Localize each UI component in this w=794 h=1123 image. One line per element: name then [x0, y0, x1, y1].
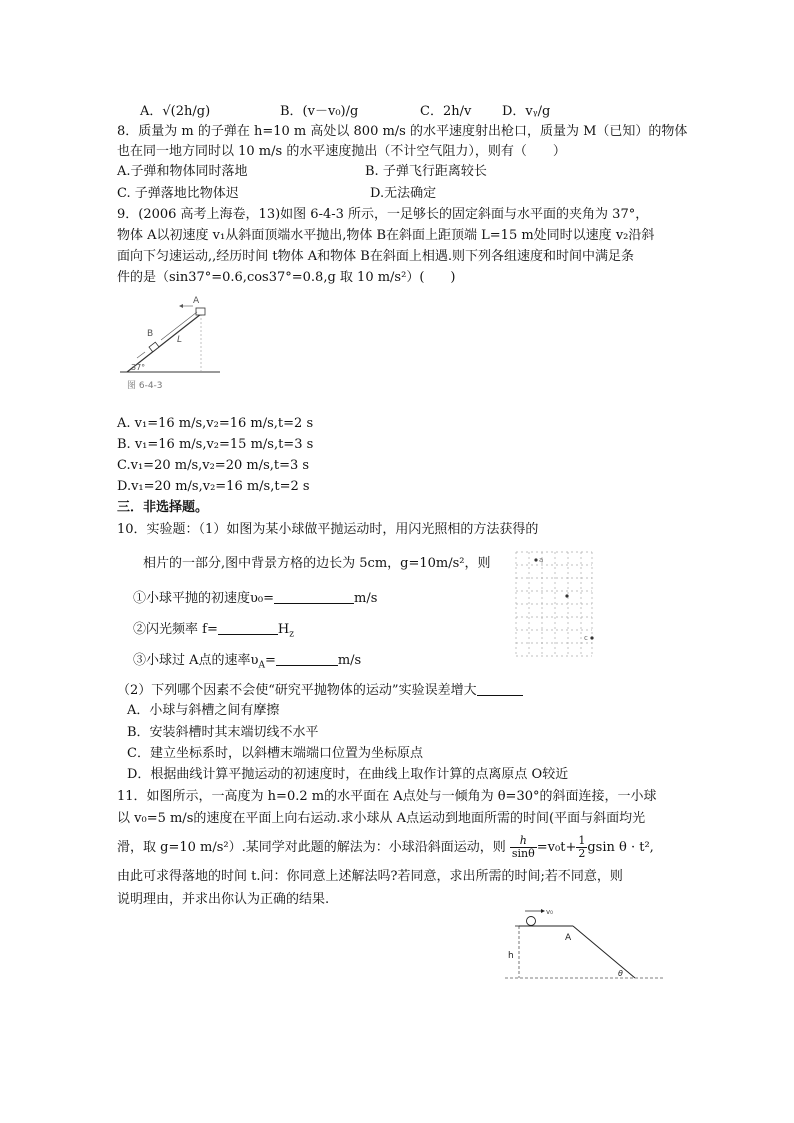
- q10-option-c: C．建立坐标系时，以斜槽末端端口位置为坐标原点: [127, 746, 423, 761]
- q9-option-c: C.v₁=20 m/s,v₂=20 m/s,t=3 s: [117, 458, 310, 473]
- q11-line3-post: gsin θ · t²,: [587, 840, 654, 855]
- fig-caption: 图 6-4-3: [127, 381, 163, 391]
- slope-figure: [505, 906, 665, 986]
- fraction-h-over-sin: [510, 835, 537, 860]
- q10-sub3-unit: m/s: [337, 653, 362, 668]
- q8-line1: 8．质量为 m 的子弹在 h=10 m 高处以 800 m/s 的水平速度射出枪口，质量为 M（已知）的物体: [117, 124, 688, 139]
- q9-option-b: B. v₁=16 m/s,v₂=15 m/s,t=3 s: [117, 437, 314, 452]
- q9-line2: 物体 A以初速度 v₁从斜面顶端水平抛出,物体 B在斜面上距顶端 L=15 m处同时以速度 v₂沿斜: [117, 228, 655, 243]
- q10-option-b: B．安装斜槽时其末端切线不水平: [127, 725, 319, 740]
- fig-label-b: B: [147, 329, 154, 339]
- q10-option-a: A．小球与斜槽之间有摩擦: [127, 703, 280, 718]
- fig-point-a-label: A: [565, 933, 572, 943]
- q11-line3-pre: 滑，取 g=10 m/s²）.某同学对此题的解法为：小球沿斜面运动，则: [117, 840, 506, 855]
- q7-option-d: D．vᵧ/g: [502, 104, 551, 119]
- q10-sub2-label: ②闪光频率 f=: [133, 622, 218, 637]
- q11-line3: [117, 834, 654, 862]
- frac1-denominator: sinθ: [511, 847, 535, 860]
- ball-point-c: [590, 636, 593, 639]
- q10-part2-answer-blank[interactable]: [477, 683, 523, 696]
- q8-option-a: A.子弹和物体同时落地: [117, 164, 248, 179]
- q10-line1: 10．实验题：（1）如图为某小球做平抛运动时，用闪光照相的方法获得的: [117, 522, 539, 537]
- block-b: [149, 342, 159, 352]
- q11-line4: 由此可求得落地的时间 t.问：你同意上述解法吗?若同意，求出所需的时间;若不同意，则: [117, 869, 623, 884]
- grid-label-c: c: [584, 634, 588, 642]
- q10-sub1-label: ①小球平抛的初速度υ₀=: [133, 591, 275, 606]
- q11-line2: 以 v₀=5 m/s的速度在平面上向右运动.求小球从 A点运动到地面所需的时间(平面与斜面均光: [117, 811, 646, 826]
- fig-label-l: L: [177, 335, 183, 345]
- q11-line5: 说明理由，并求出你认为正确的结果.: [117, 892, 330, 907]
- q9-line4: 件的是（sin37°=0.6,cos37°=0.8,g 取 10 m/s²）( ): [117, 270, 456, 285]
- q10-sub1-unit: m/s: [354, 591, 378, 606]
- q8-option-d: D.无法确定: [370, 186, 437, 201]
- slope-line: [573, 926, 635, 978]
- fig-label-a: A: [193, 296, 200, 306]
- fig-theta-label: θ: [618, 969, 623, 978]
- q8-option-c: C. 子弹落地比物体迟: [117, 186, 239, 201]
- q8-option-b: B. 子弹飞行距离较长: [365, 164, 487, 179]
- velocity-arrowhead: [541, 909, 545, 913]
- q10-part2-text: （2）下列哪个因素不会使“研究平抛物体的运动”实验误差增大: [117, 683, 477, 698]
- q10-sub1: [133, 591, 377, 607]
- q10-sub3: [133, 653, 361, 674]
- q11-line1: 11．如图所示，一高度为 h=0.2 m的水平面在 A点处与一倾角为 θ=30°的斜面连接，一小球: [117, 789, 657, 804]
- incline-figure-6-4-3: [115, 292, 225, 392]
- frac2-denominator: 2: [578, 847, 586, 860]
- q9-option-a: A. v₁=16 m/s,v₂=16 m/s,t=2 s: [117, 416, 314, 431]
- q10-sub1-answer-blank[interactable]: [274, 591, 354, 604]
- grid-label-a: a: [539, 556, 544, 564]
- q10-part2: [117, 683, 523, 699]
- velocity-arrow-b: [137, 352, 145, 358]
- q10-option-d: D．根据曲线计算平抛运动的初速度时，在曲线上取作计算的点离原点 O较近: [127, 767, 569, 782]
- frac2-numerator: 1: [578, 834, 586, 847]
- q10-sub2-answer-blank[interactable]: [218, 622, 278, 635]
- q11-line3-mid: =v₀t+: [536, 840, 577, 855]
- q7-option-a: A．√(2h/g): [140, 104, 211, 119]
- q9-line3: 面向下匀速运动,,经历时间 t物体 A和物体 B在斜面上相遇.则下列各组速度和时间中满足条: [117, 249, 634, 264]
- frac1-numerator: h: [510, 835, 537, 848]
- q9-line1: 9．(2006 高考上海卷，13)如图 6-4-3 所示，一足够长的固定斜面与水平面的夹角为 37°，: [117, 207, 649, 222]
- q8-line2: 也在同一地方同时以 10 m/s 的水平速度抛出（不计空气阻力），则有（ ）: [117, 144, 566, 159]
- arrowhead-a: [179, 304, 183, 308]
- q10-sub3-label: ③小球过 A点的速率υ: [133, 653, 259, 668]
- flash-photo-grid: [512, 548, 596, 660]
- ball-point-b: [565, 594, 568, 597]
- fraction-one-half: [576, 835, 587, 860]
- ball-point-a: [534, 558, 537, 561]
- fig-angle-label: 37°: [131, 363, 146, 372]
- fig-h-label: h: [508, 951, 514, 961]
- q10-sub2: [133, 622, 294, 643]
- q9-option-d: D.v₁=20 m/s,v₂=16 m/s,t=2 s: [117, 479, 310, 494]
- q10-sub2-unit-sub: z: [289, 629, 294, 640]
- q10-line2: 相片的一部分,图中背景方格的边长为 5cm，g=10m/s²，则: [143, 556, 491, 571]
- q7-option-c: C．2h/v: [420, 104, 472, 119]
- ball: [527, 917, 536, 926]
- q7-option-b: B．(v－v₀)/g: [280, 104, 359, 119]
- fig-v0-label: v₀: [546, 908, 553, 916]
- q10-sub3-answer-blank[interactable]: [276, 653, 338, 666]
- q10-sub3-eq: =: [264, 653, 276, 668]
- section-heading: 三．非选择题。: [117, 500, 209, 515]
- block-a: [196, 308, 205, 315]
- q10-sub3-sub: A: [258, 660, 265, 671]
- q10-sub2-unit: H: [277, 622, 290, 637]
